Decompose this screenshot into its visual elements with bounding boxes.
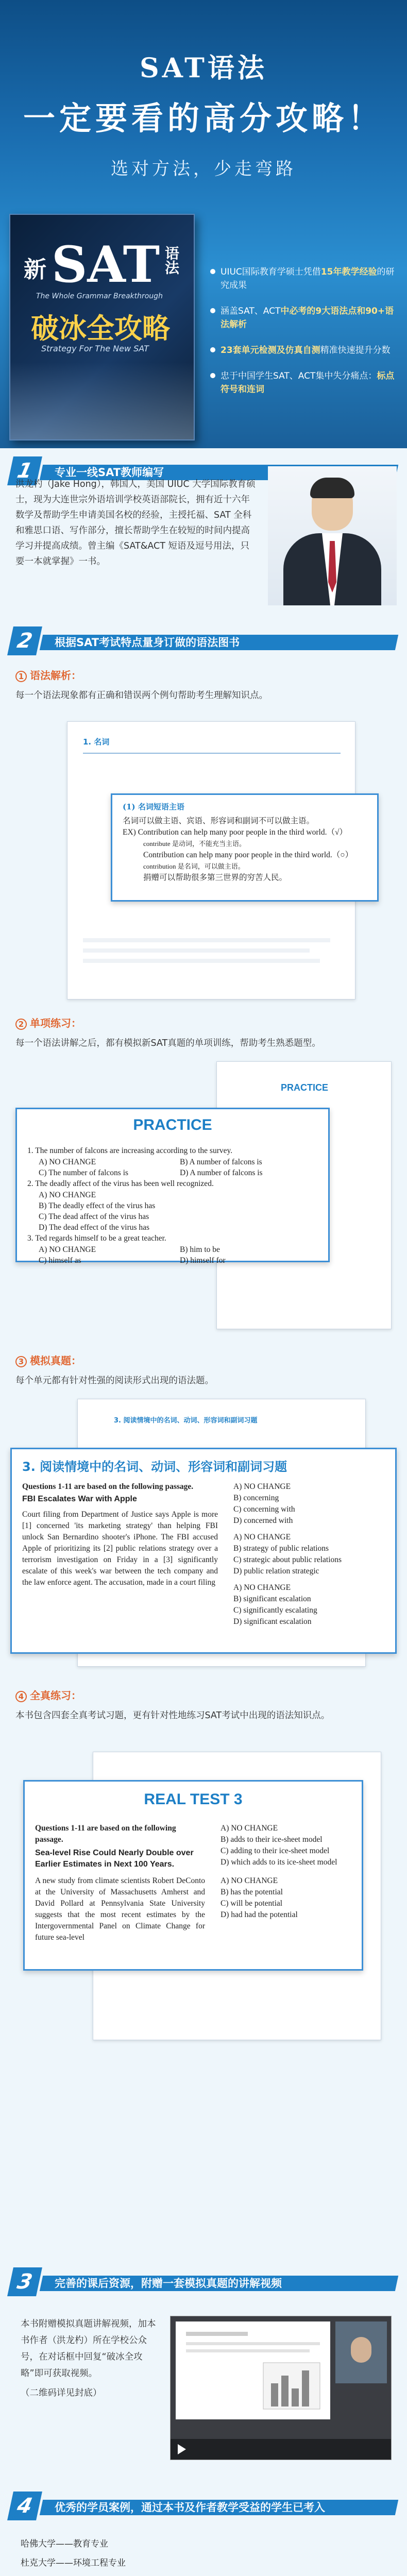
school-item: 杜克大学——环境工程专业 — [21, 2558, 126, 2568]
bullet-icon — [210, 373, 215, 378]
grammar-desc: 每一个语法现象都有正确和错误两个例句帮助考生理解知识点。 — [15, 690, 268, 701]
section-number: 1 — [7, 456, 42, 485]
answer-block: A) NO CHANGE B) has the potential C) will be potential D) had had the potential — [221, 1876, 298, 1919]
answer-block: A) NO CHANGE B) concerning C) concerning with D) concerned with — [233, 1482, 295, 1525]
mock-desc: 每个单元都有针对性强的阅读形式出现的语法题。 — [15, 1376, 214, 1386]
feature-text: 忠于中国学生SAT、ACT集中失分痛点： — [221, 371, 377, 381]
subhead-practice: 2 单项练习： — [15, 1015, 81, 1030]
practice-zoom-callout — [15, 1108, 330, 1265]
feature-emphasis: 标点符号和连词 — [221, 371, 395, 395]
presenter-cam — [335, 2321, 387, 2383]
section-number: 3 — [7, 2267, 42, 2296]
section-3-header — [0, 2264, 407, 2300]
video-controls — [171, 2439, 391, 2460]
page-heading: 1. 名词 — [83, 737, 110, 747]
feature-item — [210, 344, 401, 357]
school-list — [21, 2535, 381, 2576]
real-test-title: REAL TEST 3 — [144, 1791, 243, 1808]
zoom-line: contribute 是动词，不能充当主语。 — [143, 840, 246, 848]
book-xin: 新 — [24, 257, 46, 283]
practice-desc: 每一个语法讲解之后，都有模拟新SAT真题的单项训练，帮助考生熟悉题型。 — [15, 1038, 321, 1048]
feature-emphasis: 15年教学经验 — [320, 267, 377, 277]
feature-item — [210, 369, 401, 396]
fulltest-zoom-callout — [23, 1780, 363, 1971]
author-photo — [268, 466, 397, 605]
option: C) himself as — [39, 1256, 81, 1265]
video-slide — [176, 2321, 330, 2419]
option: D) A number of falcons is — [180, 1168, 263, 1177]
bullet-icon — [210, 347, 215, 352]
feature-text: 涵盖SAT、ACT — [221, 306, 281, 316]
section-number: 2 — [7, 626, 42, 655]
feature-emphasis: 中必考的9大语法点和90+语法解析 — [221, 306, 394, 330]
section-2-header — [0, 623, 407, 659]
section-title: 完善的课后资源，附赠一套模拟真题的讲解视频 — [52, 2276, 290, 2291]
book-subtitle-en2: Strategy For The New SAT — [41, 344, 149, 353]
hero-title-line1: SAT语法 — [140, 53, 267, 84]
fulltest-desc: 本书包含四套全真考试习题，更有针对性地练习SAT考试中出现的语法知识点。 — [15, 1710, 330, 1721]
video-desc: 本书附赠模拟真题讲解视频，加本书作者（洪龙杓）所在学校公众号，在对话框中回复“破冰全攻略”即可获取视频。 — [21, 2319, 156, 2379]
option: D) himself for — [180, 1256, 226, 1265]
section-4-header — [0, 2488, 407, 2524]
grammar-zoom-callout — [111, 793, 379, 902]
author-bio: 洪龙杓（Jake Hong），韩国人，美国 UIUC 大学国际教育硕士，现为大连世宗外语培训学校英语部院长，拥有近十六年数学及帮助学生申请美国名校的经验，主授托福、SAT 全科和雅思口语、写作部分，擅长帮助学生在较短的时间内提高学习并提高成绩。曾主编《SAT&ACT 短语及逗号用法，只要一本就掌握》一书。 — [15, 479, 256, 567]
book-cover — [9, 214, 195, 440]
feature-item — [210, 265, 401, 292]
zoom-line: EX) Contribution can help many poor people in the third world.（√） — [123, 828, 347, 837]
section-number: 4 — [7, 2492, 42, 2520]
zoom-line: contribution 是名词，可以做主语。 — [143, 862, 245, 870]
feature-text: UIUC国际教育学硕士凭借 — [221, 267, 321, 277]
option: A) NO CHANGE — [39, 1245, 96, 1254]
hero-title-line2: 一定要看的高分攻略！ — [23, 99, 384, 137]
feature-list — [210, 265, 401, 409]
hero-subtitle: 选对方法，少走弯路 — [111, 159, 296, 179]
feature-item — [210, 304, 401, 331]
book-sat: SAT — [52, 235, 160, 294]
option: A) NO CHANGE — [39, 1191, 96, 1199]
practice-title: PRACTICE — [133, 1116, 212, 1133]
hero-banner — [0, 0, 407, 448]
option: B) The deadly effect of the virus has — [39, 1201, 156, 1210]
video-player[interactable] — [170, 2316, 392, 2460]
feature-text: 精准快速提升分数 — [320, 345, 391, 355]
zoom-line: 捐赠可以帮助很多第三世界的穷苦人民。 — [143, 873, 287, 882]
question-stem: 1. The number of falcons are increasing according to the survey. — [27, 1146, 233, 1155]
section-title: 专业一线SAT教师编写 — [52, 465, 172, 480]
feature-emphasis: 23套单元检测及仿真自测 — [221, 345, 320, 355]
subhead-mock: 3 模拟真题： — [15, 1352, 81, 1367]
question-stem: 3. Ted regards himself to be a great teacher. — [27, 1234, 166, 1243]
book-yufa: 语法 — [163, 246, 180, 275]
zoom-title: 3. 阅读情境中的名词、动词、形容词和副词习题 — [22, 1460, 287, 1474]
play-icon[interactable] — [178, 2444, 186, 2454]
passage-intro: Questions 1-11 are based on the following passage. — [22, 1482, 194, 1491]
subhead-grammar: 1 语法解析： — [15, 667, 81, 682]
option: C) The dead affect of the virus has — [39, 1212, 149, 1221]
page-heading: 3. 阅读情境中的名词、动词、形容词和副词习题 — [114, 1417, 258, 1425]
zoom-line: 名词可以做主语、宾语、形容词和副词不可以做主语。 — [123, 817, 315, 825]
passage-intro: Questions 1-11 are based on the following passage. — [35, 1824, 176, 1844]
question-stem: 2. The deadly affect of the virus has been well recognized. — [27, 1179, 214, 1188]
answer-block: A) NO CHANGE B) strategy of public relations C) strategic about public relations D) public relation strategic — [233, 1533, 342, 1575]
section-title: 根据SAT考试特点量身订做的语法图书 — [52, 635, 248, 650]
option: B) him to be — [180, 1245, 220, 1254]
passage-headline: Sea-level Rise Could Nearly Double over Earlier Estimates in Next 100 Years. — [35, 1849, 194, 1869]
answer-block: A) NO CHANGE B) significant escalation C) significantly escalating D) significant escalation — [233, 1583, 317, 1626]
practice-small-title: PRACTICE — [280, 1082, 328, 1093]
feature-text: 的研究成果 — [221, 267, 395, 291]
answer-block: A) NO CHANGE B) adds to their ice-sheet model C) adding to their ice-sheet model D) which adds to its ice-sheet model — [221, 1824, 337, 1867]
qr-note: （二维码详见封底） — [21, 2388, 102, 2398]
book-main-title: 破冰全攻略 — [31, 312, 170, 345]
passage-text: A new study from climate scientists Robert DeConto at the University of Massachusetts Amherst and David Pollard at Pennsylvania State University suggests that the most recent estimates by the Intergovernmental Panel on Climate Change for future sea-level — [35, 1876, 205, 1942]
option: D) The dead effect of the virus has — [39, 1223, 150, 1232]
mock-zoom-callout — [10, 1448, 397, 1654]
book-ice-art — [10, 362, 194, 439]
option: A) NO CHANGE — [39, 1158, 96, 1166]
section-title: 优秀的学员案例，通过本书及作者教学受益的学生已考入 — [52, 2500, 333, 2515]
school-item: 哈佛大学——教育专业 — [21, 2539, 108, 2549]
bullet-icon — [210, 308, 215, 313]
school-item — [21, 2573, 381, 2576]
passage-text: Court filing from Department of Justice says Apple is more [1] concerned 'its marketing strategy' than helping FBI unlock San Bernardino shooter's iPhone. The FBI accused Apple of prioritizing its [2] public relations strategy over a terrorism investigation on Friday in a [3] significantly escalate of this week's war between the tech company and the law enforce agent. The accusation, made in a court filing — [22, 1510, 218, 1587]
subhead-fulltest: 4 全真练习： — [15, 1687, 81, 1702]
book-subtitle-en1: The Whole Grammar Breakthrough — [36, 292, 163, 300]
zoom-title: (1) 名词短语主语 — [123, 802, 184, 811]
passage-headline: FBI Escalates War with Apple — [22, 1495, 137, 1503]
zoom-line: Contribution can help many poor people in the third world.（○） — [143, 851, 353, 859]
bullet-icon — [210, 269, 215, 274]
option: B) A number of falcons is — [180, 1158, 262, 1166]
option: C) The number of falcons is — [39, 1168, 129, 1177]
